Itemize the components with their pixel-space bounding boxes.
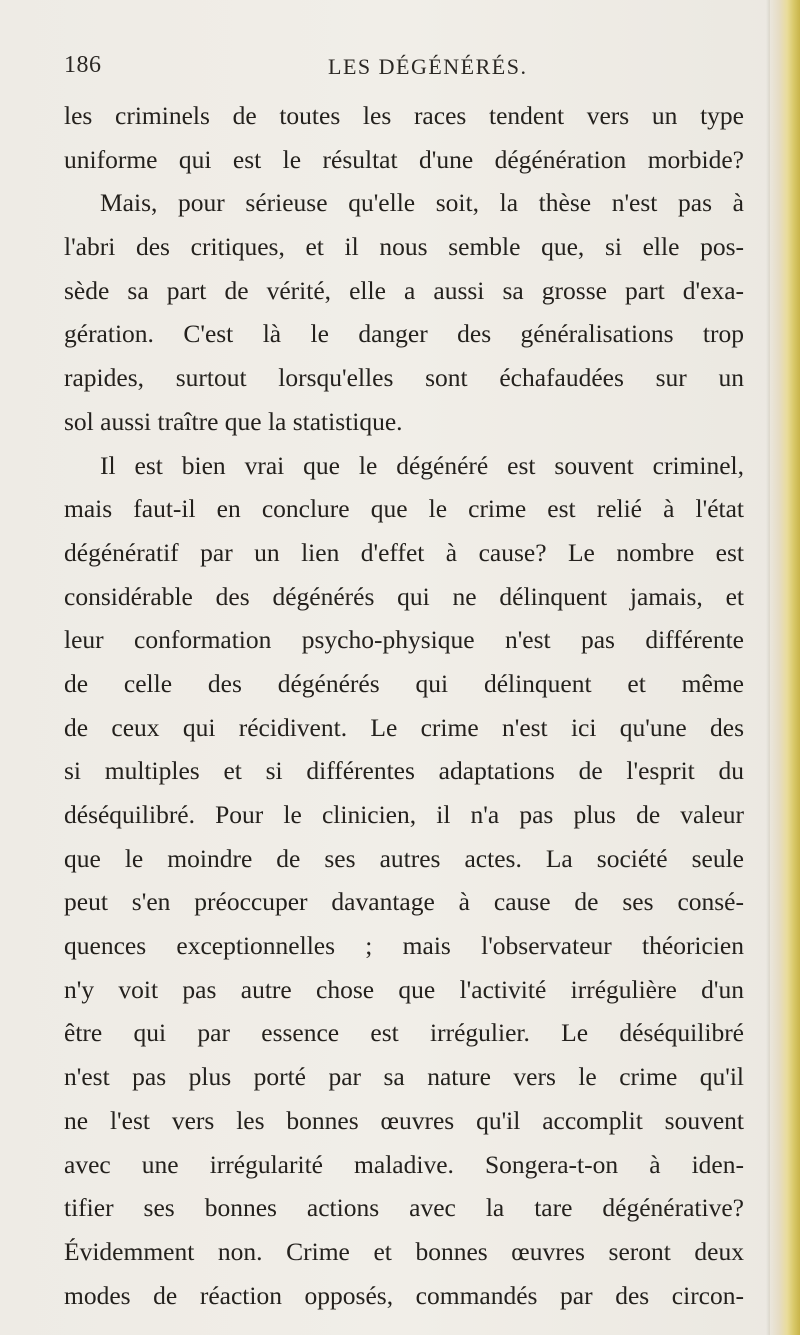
page-edge bbox=[768, 0, 800, 1335]
text-line: tifier ses bonnes actions avec la tare dégénérative? bbox=[64, 1193, 744, 1223]
text-line: ne l'est vers les bonnes œuvres qu'il accomplit souvent bbox=[64, 1105, 744, 1135]
text-line: Évidemment non. Crime et bonnes œuvres seront deux bbox=[64, 1236, 744, 1266]
text-line: de ceux qui récidivent. Le crime n'est ici qu'une des bbox=[64, 712, 744, 742]
text-line: Mais, pour sérieuse qu'elle soit, la thèse n'est pas à bbox=[100, 188, 744, 218]
text-line: être qui par essence est irrégulier. Le déséquilibré bbox=[64, 1018, 744, 1048]
text-line: gération. C'est là le danger des généralisations trop bbox=[64, 319, 744, 349]
page-number: 186 bbox=[64, 52, 102, 78]
text-line: Il est bien vrai que le dégénéré est souvent criminel, bbox=[100, 450, 744, 480]
text-line: modes de réaction opposés, commandés par des circon- bbox=[64, 1280, 744, 1310]
text-line: sol aussi traître que la statistique. bbox=[64, 406, 403, 436]
text-line: que le moindre de ses autres actes. La société seule bbox=[64, 843, 744, 873]
running-title: LES DÉGÉNÉRÉS. bbox=[328, 54, 528, 79]
text-line: leur conformation psycho-physique n'est pas différente bbox=[64, 625, 744, 655]
text-line: n'est pas plus porté par sa nature vers le crime qu'il bbox=[64, 1062, 744, 1092]
text-line: uniforme qui est le résultat d'une dégénération morbide? bbox=[64, 144, 744, 174]
body-text bbox=[64, 94, 744, 1317]
text-line: l'abri des critiques, et il nous semble que, si elle pos- bbox=[64, 232, 744, 262]
text-line: si multiples et si différentes adaptations de l'esprit du bbox=[64, 756, 744, 786]
text-line: de celle des dégénérés qui délinquent et même bbox=[64, 668, 744, 698]
text-line: quences exceptionnelles ; mais l'observateur théoricien bbox=[64, 931, 744, 961]
running-head bbox=[64, 52, 744, 88]
text-line: n'y voit pas autre chose que l'activité irrégulière d'un bbox=[64, 974, 744, 1004]
text-line: sède sa part de vérité, elle a aussi sa grosse part d'exa- bbox=[64, 275, 744, 305]
text-line: peut s'en préoccuper davantage à cause de ses consé- bbox=[64, 887, 744, 917]
text-line: déséquilibré. Pour le clinicien, il n'a pas plus de valeur bbox=[64, 800, 744, 829]
text-line: considérable des dégénérés qui ne délinquent jamais, et bbox=[64, 581, 744, 611]
text-line: mais faut-il en conclure que le crime est relié à l'état bbox=[64, 494, 744, 524]
text-line: les criminels de toutes les races tendent vers un type bbox=[64, 101, 744, 130]
text-line: dégénératif par un lien d'effet à cause? Le nombre est bbox=[64, 537, 744, 567]
text-line: rapides, surtout lorsqu'elles sont échafaudées sur un bbox=[64, 363, 744, 393]
text-line: avec une irrégularité maladive. Songera-t-on à iden- bbox=[64, 1149, 744, 1179]
